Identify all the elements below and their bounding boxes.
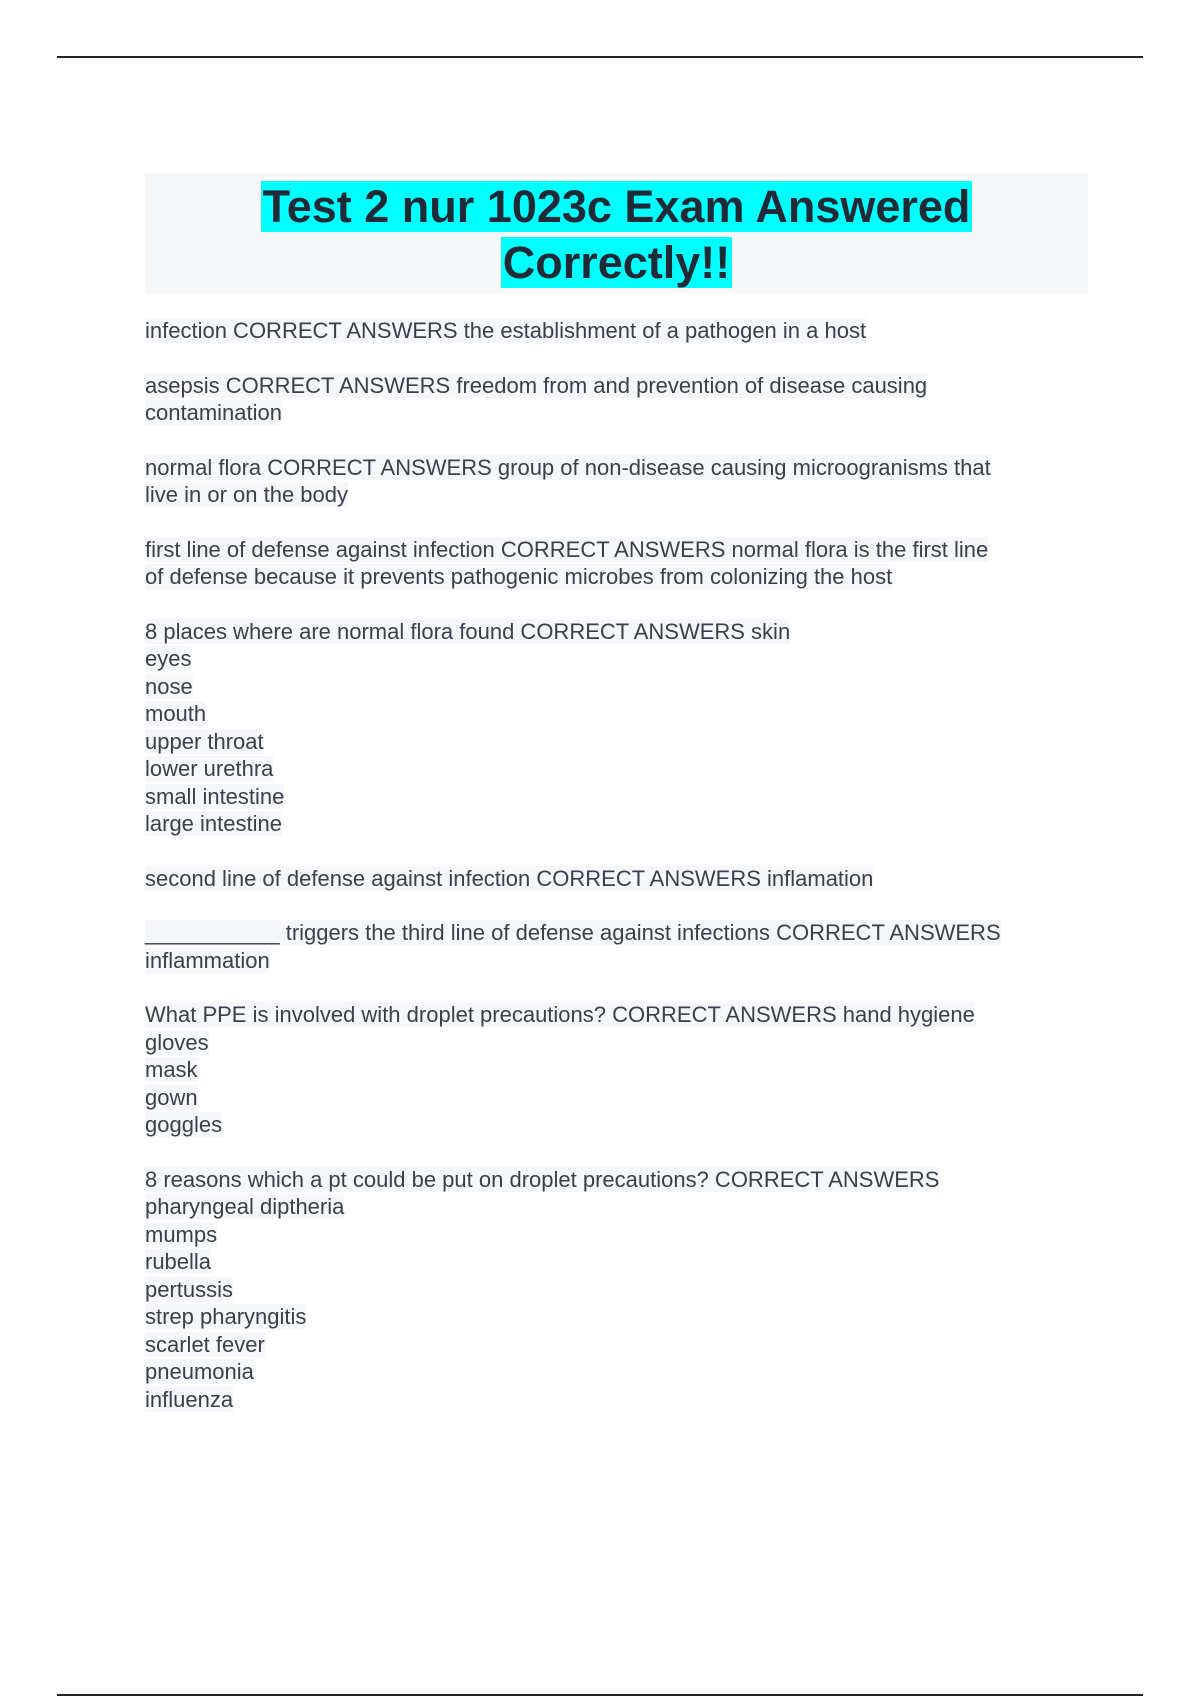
footer-rule xyxy=(57,1694,1143,1696)
entry-line-text: scarlet fever xyxy=(145,1331,265,1357)
qa-entry-list-item xyxy=(145,1084,1088,1112)
qa-entry-text xyxy=(145,317,1088,345)
entry-line-text: asepsis CORRECT ANSWERS freedom from and prevention of disease causing xyxy=(145,372,928,398)
qa-entry-list-item xyxy=(145,1386,1088,1414)
qa-entry-text xyxy=(145,1001,1088,1029)
qa-entry-list-item xyxy=(145,755,1088,783)
qa-entry-list-item xyxy=(145,563,1088,591)
qa-entry-list-item xyxy=(145,810,1088,838)
qa-entry-list-item xyxy=(145,1358,1088,1386)
entry-line-text: rubella xyxy=(145,1249,212,1274)
entry-line-text: nose xyxy=(145,673,193,699)
entry-line-text: mumps xyxy=(145,1221,218,1247)
entry-line-text: live in or on the body xyxy=(145,482,349,507)
qa-entry xyxy=(145,865,1088,893)
qa-entry-list-item xyxy=(145,1193,1088,1221)
entry-line-text: large intestine xyxy=(145,811,282,836)
entry-line-text: strep pharyngitis xyxy=(145,1304,307,1329)
qa-entry-list-item xyxy=(145,1221,1088,1249)
entry-line-text: first line of defense against infection CORRECT ANSWERS normal flora is the first line xyxy=(145,536,989,562)
entry-line-text: What PPE is involved with droplet precautions? CORRECT ANSWERS hand hygiene xyxy=(145,1002,975,1027)
entry-line-text: contamination xyxy=(145,400,282,425)
qa-entry-text xyxy=(145,865,1088,893)
entry-line-text: lower urethra xyxy=(145,756,274,781)
entry-line-text: influenza xyxy=(145,1386,234,1412)
entry-line-text: gown xyxy=(145,1084,198,1110)
qa-entry-list-item xyxy=(145,1029,1088,1057)
entry-line-text: pharyngeal diptheria xyxy=(145,1194,345,1219)
qa-entry-text xyxy=(145,372,1088,400)
document-body xyxy=(145,173,1088,1440)
entry-line-text: 8 reasons which a pt could be put on droplet precautions? CORRECT ANSWERS xyxy=(145,1166,940,1192)
qa-entry-list-item xyxy=(145,1248,1088,1276)
qa-entry-list-item xyxy=(145,1276,1088,1304)
entry-line-text: inflammation xyxy=(145,947,270,973)
entry-line-text: normal flora CORRECT ANSWERS group of non-disease causing microogranisms that xyxy=(145,454,991,480)
title-line-1: Test 2 nur 1023c Exam Answered xyxy=(262,181,971,232)
qa-entry-text xyxy=(145,618,1088,646)
qa-entry-text xyxy=(145,536,1088,564)
entry-line-text: eyes xyxy=(145,646,192,671)
qa-entry xyxy=(145,618,1088,838)
document-title xyxy=(145,179,1088,291)
entry-line-text: small intestine xyxy=(145,783,285,809)
qa-entry xyxy=(145,536,1088,591)
qa-entry-list-item xyxy=(145,1056,1088,1084)
entry-line-text: mask xyxy=(145,1057,198,1082)
entry-line-text: ___________ triggers the third line of defense against infections CORRECT ANSWERS xyxy=(145,920,1001,945)
entry-line-text: pneumonia xyxy=(145,1359,254,1384)
entry-line-text: infection CORRECT ANSWERS the establishment of a pathogen in a host xyxy=(145,318,867,343)
qa-entry xyxy=(145,1166,1088,1414)
qa-entry-list-item xyxy=(145,1331,1088,1359)
qa-entry-list-item xyxy=(145,700,1088,728)
qa-entries xyxy=(145,317,1088,1413)
qa-entry-list-item xyxy=(145,645,1088,673)
qa-entry xyxy=(145,454,1088,509)
qa-entry-list-item xyxy=(145,399,1088,427)
qa-entry-text xyxy=(145,1166,1088,1194)
qa-entry-list-item xyxy=(145,947,1088,975)
qa-entry-list-item xyxy=(145,783,1088,811)
entry-line-text: gloves xyxy=(145,1029,209,1055)
entry-line-text: 8 places where are normal flora found CORRECT ANSWERS skin xyxy=(145,618,791,644)
qa-entry-list-item xyxy=(145,728,1088,756)
entry-line-text: of defense because it prevents pathogenic microbes from colonizing the host xyxy=(145,564,893,589)
qa-entry-list-item xyxy=(145,1111,1088,1139)
qa-entry-list-item xyxy=(145,1303,1088,1331)
qa-entry-text xyxy=(145,919,1088,947)
qa-entry xyxy=(145,919,1088,974)
qa-entry xyxy=(145,1001,1088,1139)
title-line-2: Correctly!! xyxy=(502,237,731,288)
header-rule xyxy=(57,56,1143,58)
title-block xyxy=(145,173,1088,293)
qa-entry-list-item xyxy=(145,673,1088,701)
qa-entry-list-item xyxy=(145,481,1088,509)
entry-line-text: pertussis xyxy=(145,1276,234,1302)
qa-entry xyxy=(145,317,1088,345)
entry-line-text: upper throat xyxy=(145,728,264,754)
qa-entry xyxy=(145,372,1088,427)
qa-entry-text xyxy=(145,454,1088,482)
entry-line-text: goggles xyxy=(145,1112,223,1137)
entry-line-text: mouth xyxy=(145,701,207,726)
entry-line-text: second line of defense against infection CORRECT ANSWERS inflamation xyxy=(145,865,874,891)
